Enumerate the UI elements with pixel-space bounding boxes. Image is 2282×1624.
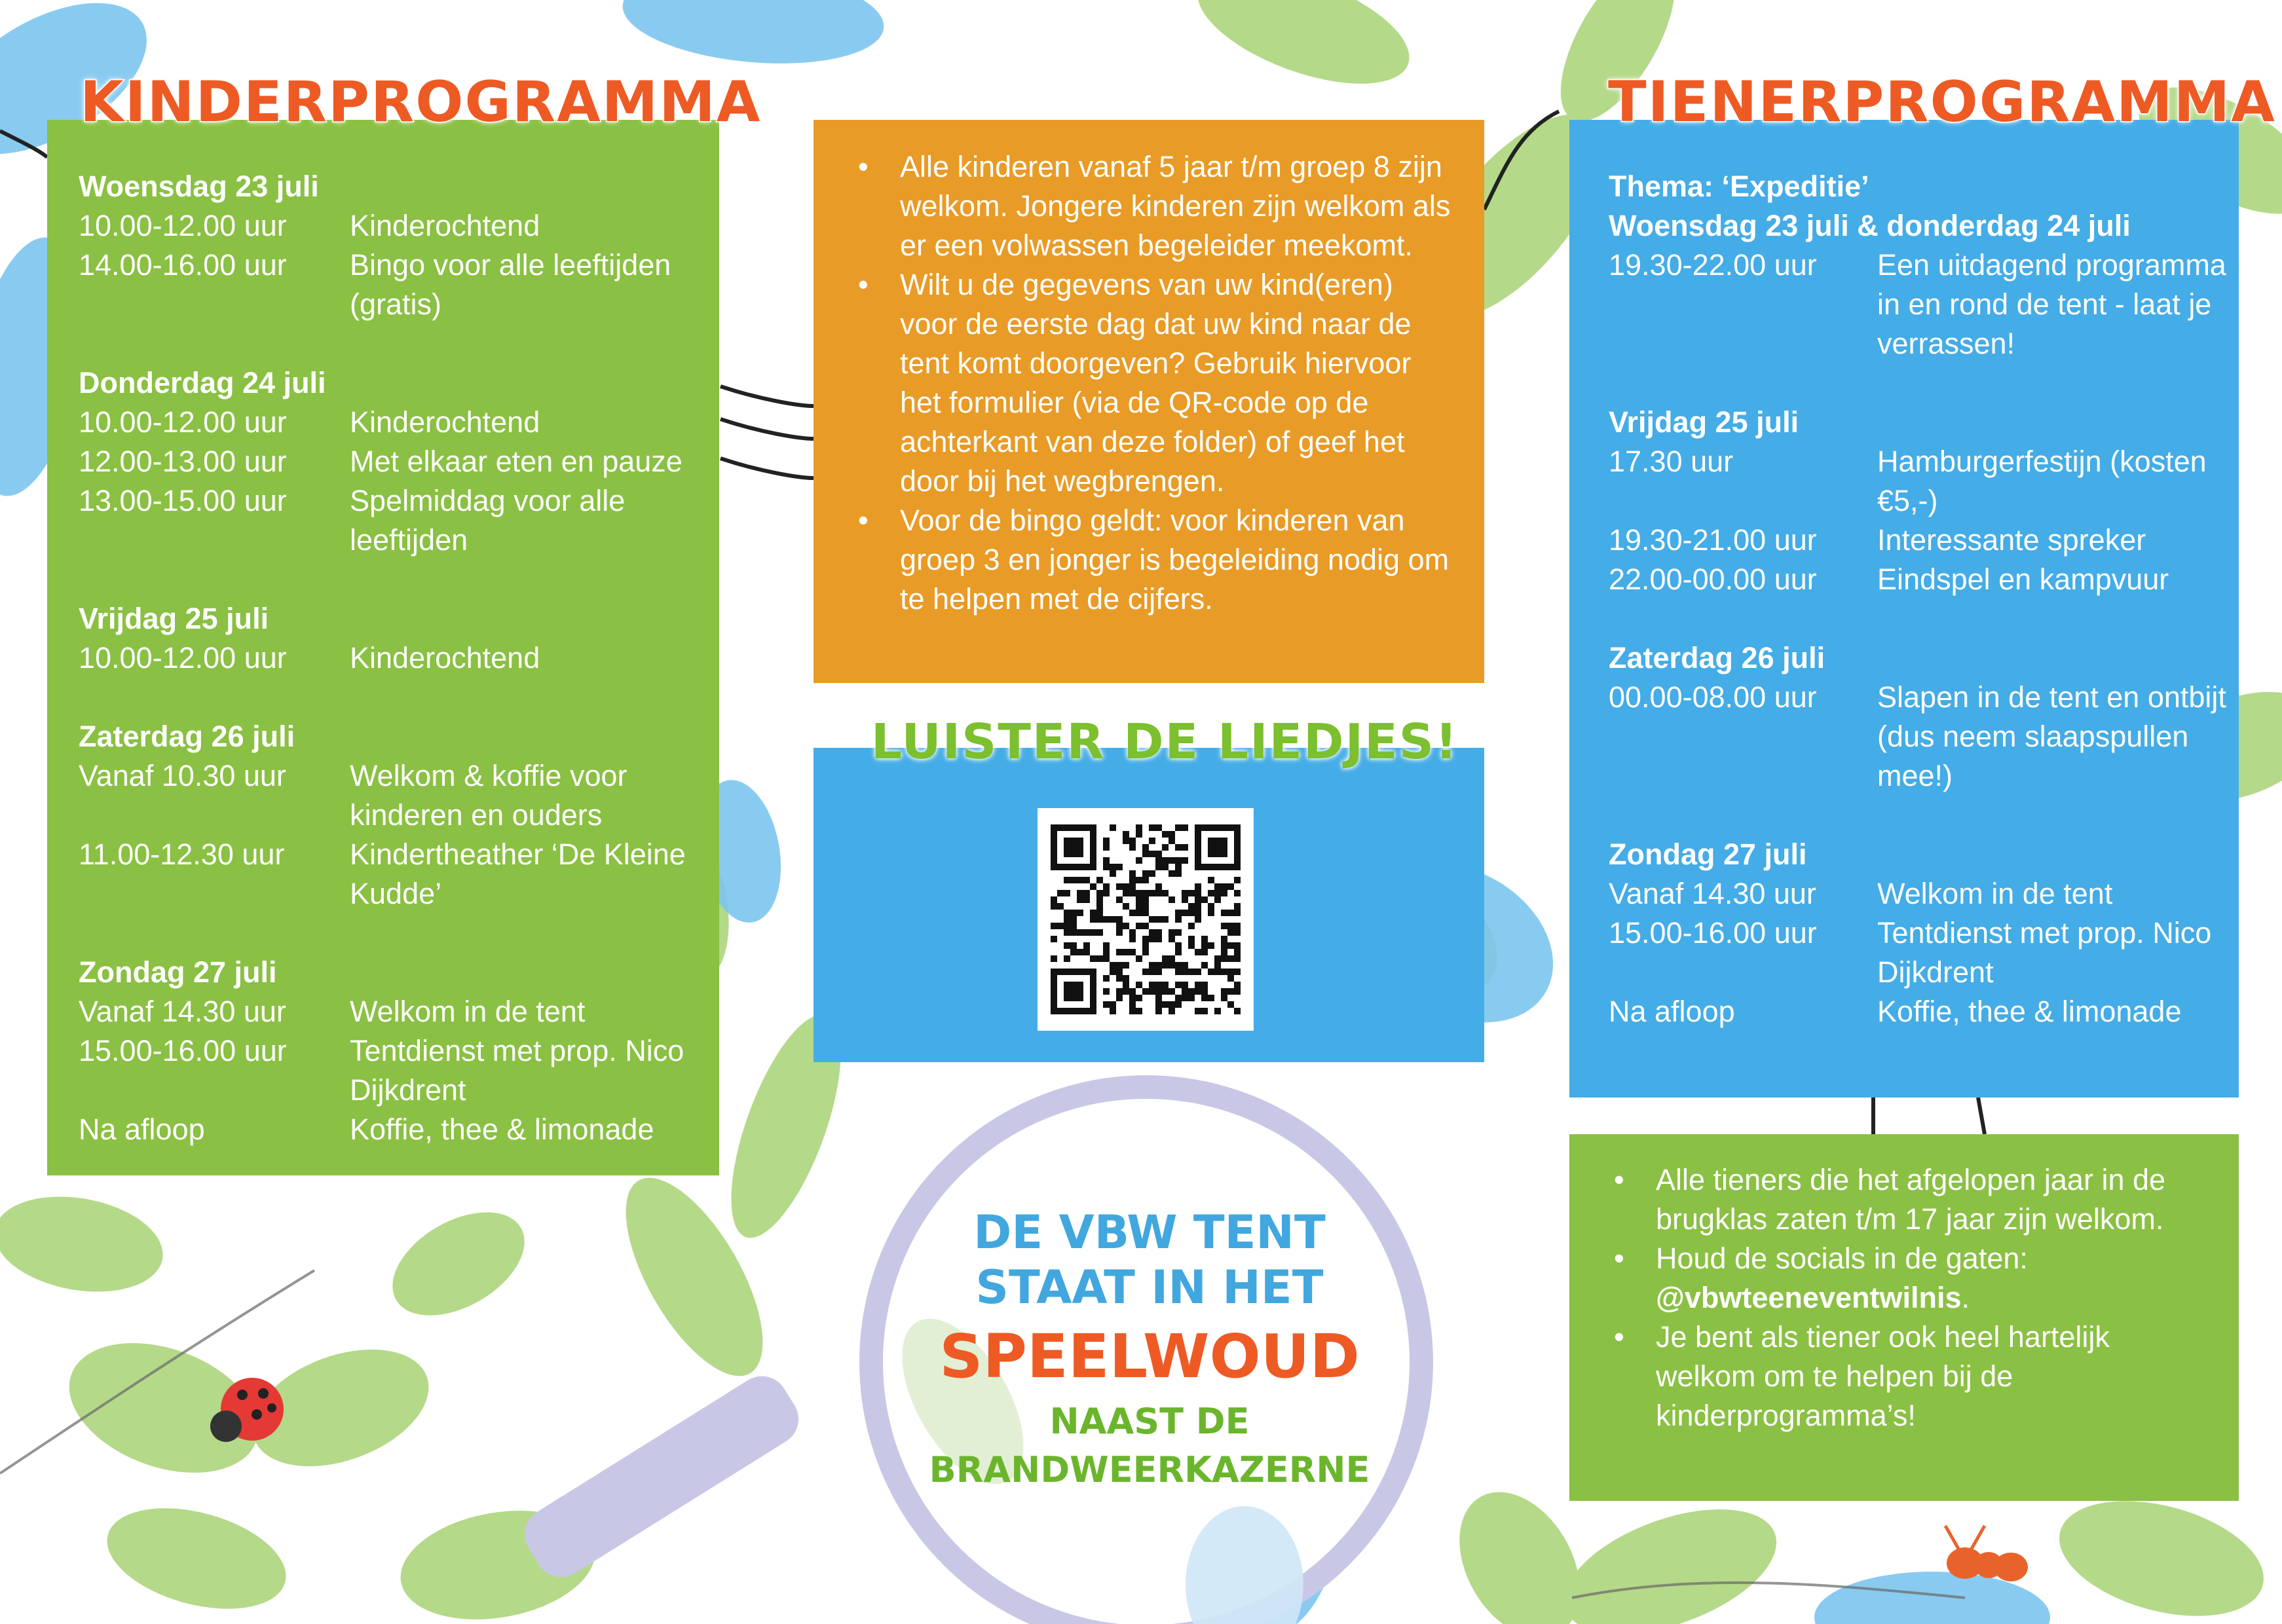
- time: 12.00-13.00 uur: [79, 445, 287, 478]
- info-item: • Wilt u de gegevens van uw kind(eren) voor de eerste dag dat uw kind naar de tent komt doorgeven? Gebruik hiervoor het formulier (via de QR-code op de achterkant van deze folder) of geef het door bij het wegbrengen.: [846, 265, 1458, 501]
- schedule-row: [79, 1031, 719, 1110]
- time: 10.00-12.00 uur: [79, 209, 287, 242]
- day-heading: Zondag 27 juli: [79, 955, 277, 989]
- tiener-title: TIENERPROGRAMMA: [1608, 69, 2276, 135]
- ant-icon: [1945, 1526, 2028, 1581]
- tiener-schedule: [1569, 120, 2239, 1098]
- activity: Welkom in de tent: [1877, 877, 2113, 910]
- time: Na afloop: [79, 1113, 205, 1146]
- branch: [1978, 1098, 1985, 1134]
- leaf: [96, 1490, 297, 1624]
- tiener-days: [1609, 206, 2239, 1031]
- day-heading: Vrijdag 25 juli: [1609, 405, 1799, 439]
- schedule-row: [1609, 521, 2239, 560]
- activity: Bingo voor alle leeftijden (gratis): [350, 248, 671, 321]
- activity: Kinderochtend: [350, 641, 540, 674]
- spacer: [79, 560, 719, 599]
- schedule-row: [79, 992, 719, 1031]
- location-line-1: DE VBW TENT: [973, 1206, 1326, 1259]
- day-heading: Vrijdag 25 juli: [79, 602, 269, 635]
- time: 15.00-16.00 uur: [79, 1034, 287, 1067]
- activity: Interessante spreker: [1877, 523, 2146, 557]
- time: 19.30-21.00 uur: [1609, 523, 1817, 557]
- spacer: [1609, 599, 2239, 638]
- time: Na afloop: [1609, 995, 1735, 1028]
- schedule-row: [1609, 678, 2239, 796]
- branch: [720, 419, 814, 439]
- schedule-row: [1609, 246, 2239, 363]
- time: 17.30 uur: [1609, 445, 1734, 478]
- schedule-row: [1609, 442, 2239, 521]
- activity: Tentdienst met prop. Nico Dijkdrent: [350, 1034, 684, 1107]
- schedule-row: [1609, 992, 2239, 1031]
- schedule-row: [79, 835, 719, 913]
- teen-info-item: • Alle tieners die het afgelopen jaar in de brugklas zaten t/m 17 jaar zijn welkom.: [1602, 1160, 2213, 1239]
- schedule-row: [79, 481, 719, 560]
- activity: Tentdienst met prop. Nico Dijkdrent: [1877, 916, 2212, 989]
- leaf: [375, 1191, 542, 1337]
- schedule-row: [79, 206, 719, 246]
- activity: Spelmiddag voor alle leeftijden: [350, 484, 626, 557]
- teen-info-item: • Je bent als tiener ook heel hartelijk welkom om te helpen bij de kinderprogramma’s!: [1602, 1318, 2213, 1435]
- activity: Koffie, thee & limonade: [1877, 995, 2182, 1028]
- time: 22.00-00.00 uur: [1609, 563, 1817, 596]
- day-heading: Woensdag 23 juli & donderdag 24 juli: [1609, 209, 2131, 242]
- location-text: [904, 1205, 1395, 1493]
- info-item: • Voor de bingo geldt: voor kinderen van groep 3 en jonger is begeleiding nodig om te helpen met de cijfers.: [846, 501, 1458, 619]
- time: Vanaf 10.30 uur: [79, 759, 286, 792]
- time: Vanaf 14.30 uur: [79, 995, 286, 1028]
- time: 19.30-22.00 uur: [1609, 248, 1817, 282]
- kinder-title: KINDERPROGRAMMA: [80, 69, 762, 135]
- spacer: [79, 678, 719, 717]
- time: Vanaf 14.30 uur: [1609, 877, 1816, 910]
- leaf: [2047, 1481, 2277, 1624]
- activity: Slapen in de tent en ontbijt (dus neem slaapspullen mee!): [1877, 680, 2226, 792]
- activity: Kinderochtend: [350, 209, 540, 242]
- tiener-theme: Thema: ‘Expeditie’: [1609, 170, 1869, 203]
- leaf: [619, 0, 888, 73]
- leaf: [1183, 0, 1423, 107]
- activity: Kinderochtend: [350, 405, 540, 439]
- time: 15.00-16.00 uur: [1609, 916, 1817, 950]
- teen-info-panel: [1569, 1134, 2239, 1501]
- schedule-row: [1609, 913, 2239, 992]
- time: 14.00-16.00 uur: [79, 248, 287, 282]
- kinder-schedule: [47, 120, 719, 1175]
- day-heading: Woensdag 23 juli: [79, 170, 319, 203]
- qr-code-pattern: [1038, 808, 1254, 1031]
- teen-info-item: [1602, 1239, 2213, 1318]
- schedule-row: [79, 403, 719, 442]
- day-heading: Zaterdag 26 juli: [1609, 641, 1825, 674]
- leaf: [0, 1184, 170, 1304]
- branch: [720, 458, 814, 478]
- time: 00.00-08.00 uur: [1609, 680, 1817, 714]
- socials-prefix: Houd de socials in de gaten:: [1656, 1242, 2028, 1275]
- spacer: [1609, 796, 2239, 835]
- info-list: [846, 147, 1458, 619]
- branch: [720, 386, 814, 406]
- time: 13.00-15.00 uur: [79, 484, 287, 517]
- info-item: • Alle kinderen vanaf 5 jaar t/m groep 8 zijn welkom. Jongere kinderen zijn welkom als er een volwassen begeleider meekomt.: [846, 147, 1458, 265]
- info-panel: [814, 120, 1484, 683]
- spacer: [1609, 363, 2239, 403]
- schedule-row: [79, 756, 719, 835]
- activity: Hamburgerfestijn (kosten €5,-): [1877, 445, 2207, 517]
- day-heading: Zaterdag 26 juli: [79, 720, 295, 753]
- qr-code-icon[interactable]: [1038, 808, 1254, 1031]
- activity: Eindspel en kampvuur: [1877, 563, 2169, 596]
- activity: Welkom in de tent: [350, 995, 586, 1028]
- leaf: [1548, 1485, 1793, 1624]
- time: 11.00-12.30 uur: [79, 838, 285, 871]
- location-line-3: SPEELWOUD: [939, 1321, 1360, 1392]
- spacer: [79, 324, 719, 363]
- schedule-row: [79, 246, 719, 324]
- time: 10.00-12.00 uur: [79, 405, 287, 439]
- time: 10.00-12.00 uur: [79, 641, 287, 674]
- schedule-row: [79, 638, 719, 678]
- songs-title: LUISTER DE LIEDJES!: [871, 714, 1459, 770]
- activity: Een uitdagend programma in en rond de tent - laat je verrassen!: [1877, 248, 2226, 360]
- activity: Met elkaar eten en pauze: [350, 445, 683, 478]
- activity: Koffie, thee & limonade: [350, 1113, 654, 1146]
- activity: Welkom & koffie voor kinderen en ouders: [350, 759, 627, 832]
- location-line-2: STAAT IN HET: [975, 1261, 1324, 1314]
- socials-handle[interactable]: @vbwteeneventwilnis: [1656, 1281, 1962, 1314]
- activity: Kindertheather ‘De Kleine Kudde’: [350, 838, 686, 910]
- socials-suffix: .: [1961, 1281, 1970, 1314]
- location-line-4: NAAST DE: [1049, 1401, 1250, 1442]
- teen-info-list: [1602, 1160, 2213, 1435]
- day-heading: Donderdag 24 juli: [79, 366, 326, 399]
- schedule-row: [79, 1110, 719, 1149]
- location-line-5: BRANDWEERKAZERNE: [929, 1449, 1370, 1490]
- day-heading: Zondag 27 juli: [1609, 838, 1807, 871]
- schedule-row: [79, 442, 719, 481]
- schedule-row: [1609, 560, 2239, 599]
- schedule-row: [1609, 874, 2239, 913]
- spacer: [79, 913, 719, 953]
